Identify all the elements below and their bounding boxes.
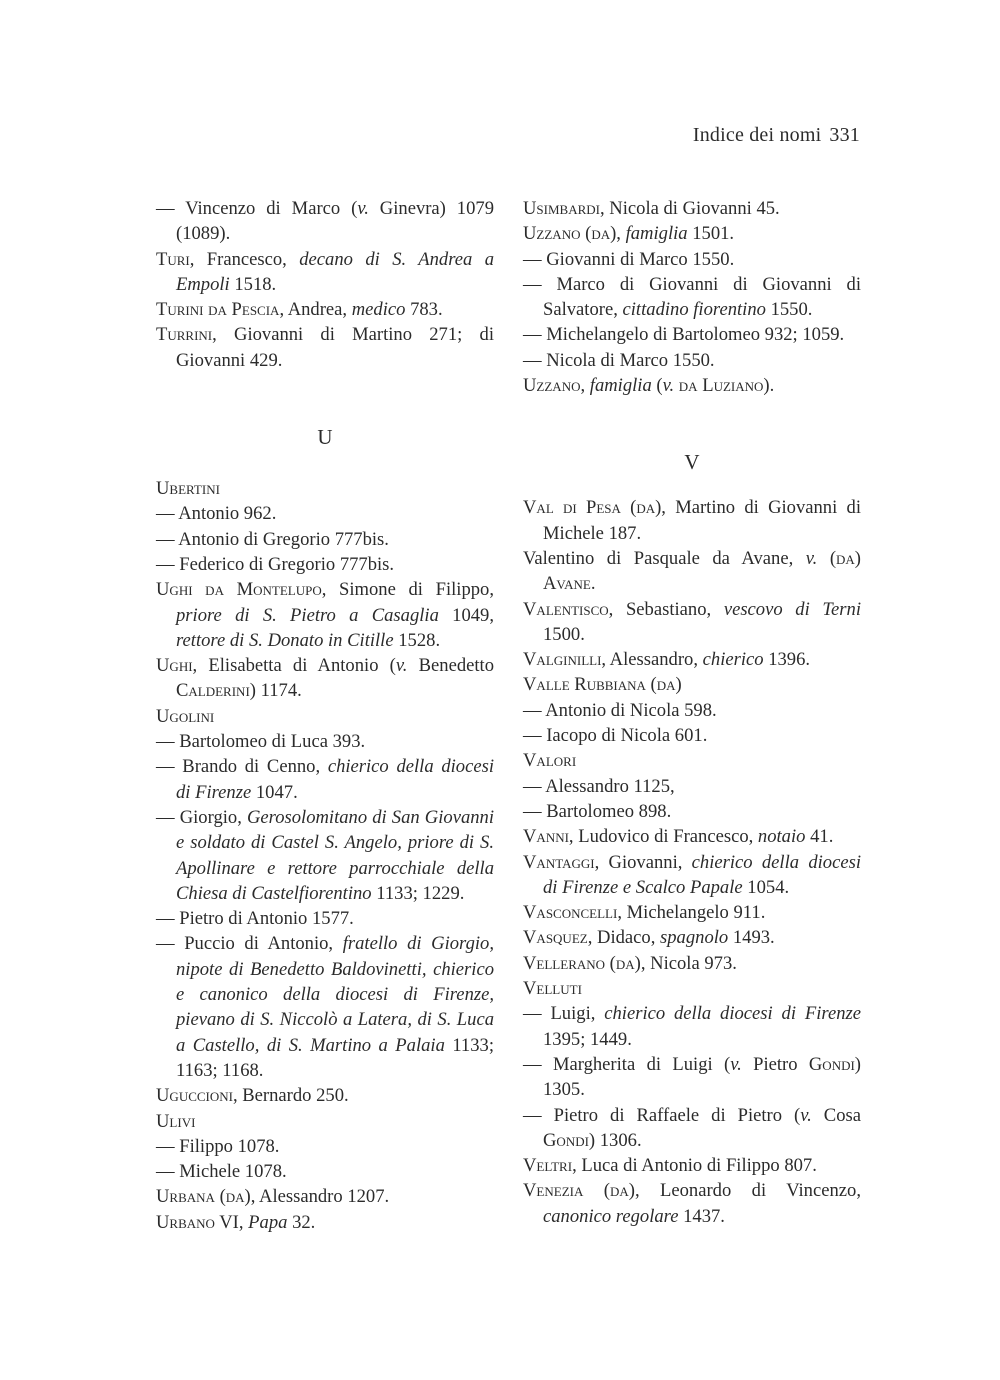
index-text: — Nicola di Marco 1550. xyxy=(523,349,715,371)
index-column-right xyxy=(523,196,861,1229)
index-entry xyxy=(523,495,861,546)
index-text: 1518. xyxy=(229,273,277,295)
index-text: 1550. xyxy=(765,299,813,321)
index-text: VI, xyxy=(214,1211,249,1233)
index-text: , Michelangelo 911. xyxy=(617,902,766,924)
running-header xyxy=(693,124,860,147)
index-text: , xyxy=(616,223,626,245)
index-text: , Leonardo di Vincenzo, xyxy=(634,1180,861,1202)
index-text: , Luca di Antonio di Filippo 807. xyxy=(572,1155,817,1177)
index-text: 1133; 1229. xyxy=(371,882,465,904)
index-text: , Giovanni, xyxy=(594,851,692,873)
index-text: , Martino di Giovanni di Michele 187. xyxy=(543,497,861,544)
index-entry xyxy=(523,774,861,799)
index-entry xyxy=(156,1134,494,1159)
index-name: da Luziano xyxy=(678,375,764,397)
index-text: Benedetto xyxy=(407,655,495,677)
index-entry xyxy=(156,1109,494,1134)
index-text: — Pietro di Antonio 1577. xyxy=(156,908,354,930)
index-text: 1437. xyxy=(678,1205,725,1227)
index-entry xyxy=(523,221,861,246)
index-note: medico xyxy=(351,299,406,321)
index-entry xyxy=(523,597,861,648)
index-name: Ugolini xyxy=(156,705,215,727)
index-text: , Didaco, xyxy=(587,927,661,949)
index-name: Valori xyxy=(523,750,577,772)
index-text: Cosa xyxy=(811,1104,861,1126)
right-top-entries xyxy=(523,196,861,398)
index-name: Ughi xyxy=(156,655,193,677)
index-text: ). xyxy=(763,375,775,397)
index-entry xyxy=(156,1184,494,1209)
index-text: ) 1306. xyxy=(588,1129,642,1151)
index-entry xyxy=(156,729,494,754)
index-note: v. xyxy=(800,1104,812,1126)
index-entry xyxy=(523,799,861,824)
index-name: Vanni xyxy=(523,826,569,848)
index-note: rettore di S. Donato in Citille xyxy=(176,629,394,651)
index-text: Valentino di Pasquale da Avane, xyxy=(523,547,806,569)
index-entry xyxy=(523,976,861,1001)
index-text: 32. xyxy=(287,1211,316,1233)
index-note: chierico della diocesi di Firenze e Scalco Papale xyxy=(543,851,861,898)
index-text: — Michele 1078. xyxy=(156,1161,287,1183)
index-entry xyxy=(156,527,494,552)
index-entry xyxy=(523,824,861,849)
index-note: famiglia xyxy=(589,375,652,397)
index-name: Vasconcelli xyxy=(523,902,618,924)
index-text: , Nicola di Giovanni 45. xyxy=(600,198,780,219)
index-name: Gondi xyxy=(543,1129,589,1151)
index-text: — Bartolomeo 898. xyxy=(523,800,672,822)
index-entry xyxy=(156,247,494,298)
index-name: Urbana (da) xyxy=(156,1186,251,1208)
right-body-entries xyxy=(523,495,861,1229)
index-text: , Francesco, xyxy=(189,248,300,270)
index-text: , Ludovico di Francesco, xyxy=(568,826,758,848)
index-entry xyxy=(523,900,861,925)
index-entry xyxy=(156,501,494,526)
index-entry xyxy=(523,322,861,347)
index-note: v. xyxy=(662,375,675,397)
index-text: — Giovanni di Marco 1550. xyxy=(523,248,735,270)
index-text: — Antonio di Nicola 598. xyxy=(523,699,717,721)
index-text: , Sebastiano, xyxy=(608,598,724,620)
index-text: — Bartolomeo di Luca 393. xyxy=(156,731,366,753)
index-entry xyxy=(523,1153,861,1178)
index-note: spagnolo xyxy=(660,927,729,949)
index-text: — Giorgio, xyxy=(156,806,247,828)
index-entry xyxy=(523,647,861,672)
index-name: Vantaggi xyxy=(523,851,595,873)
section-letter-v: V xyxy=(684,450,700,475)
index-note: vescovo di Terni xyxy=(723,598,861,620)
index-entry xyxy=(523,850,861,901)
index-name: Turi xyxy=(156,248,190,270)
index-entry xyxy=(156,577,494,653)
index-entry xyxy=(156,653,494,704)
index-name: Usimbardi xyxy=(523,198,600,219)
index-text: — Antonio 962. xyxy=(156,503,277,525)
index-entry xyxy=(523,196,861,221)
index-entry xyxy=(523,546,861,597)
index-text: 1500. xyxy=(543,623,585,645)
index-entry xyxy=(523,698,861,723)
index-name: Val di Pesa (da) xyxy=(523,497,662,519)
index-entry xyxy=(523,672,861,697)
index-text: — Luigi, xyxy=(523,1003,605,1025)
index-name: Ulivi xyxy=(156,1110,196,1132)
index-name: Velluti xyxy=(523,978,582,1000)
index-text: 1054. xyxy=(742,876,790,898)
index-text: — Vincenzo di Marco ( xyxy=(156,198,358,219)
index-text: Ginevra) 1079 (1089). xyxy=(176,198,494,245)
index-note: v. xyxy=(730,1053,742,1075)
index-name: Uguccioni xyxy=(156,1085,233,1107)
index-text: 1396. xyxy=(763,649,811,671)
index-text: 1528. xyxy=(393,629,441,651)
index-entry xyxy=(156,1210,494,1235)
index-note: fratello di Giorgio, nipote di Benedetto Baldovinetti, chierico e canonico della diocesi di Firenze, pievano di S. Niccolò a Latera, di S. Luca a Castello, di S. Martino a Palaia xyxy=(176,933,494,1056)
index-text: ( xyxy=(651,375,663,397)
index-text: 1395; 1449. xyxy=(543,1028,632,1050)
left-top-entries xyxy=(156,196,494,373)
index-text: 1133; 1163; 1168. xyxy=(176,1034,494,1081)
index-entry xyxy=(156,552,494,577)
index-text: 1047. xyxy=(251,781,298,803)
index-entry xyxy=(156,1159,494,1184)
index-entry xyxy=(156,805,494,906)
index-entry xyxy=(523,951,861,976)
index-note: famiglia xyxy=(625,223,688,245)
left-body-entries xyxy=(156,476,494,1235)
index-name: Calderini xyxy=(176,680,250,702)
index-text: — Marco di Giovanni di Giovanni di Salvatore, xyxy=(523,273,861,321)
index-name: Uzzano (da) xyxy=(523,223,617,245)
index-note: Gerosolomitano di San Giovanni e soldato di Castel S. Angelo, priore di S. Apollinare e rettore parrocchiale della Chiesa di Castelfiorentino xyxy=(176,806,495,904)
index-name: Valentisco xyxy=(523,598,609,620)
index-text: — Filippo 1078. xyxy=(156,1135,280,1157)
index-text: — Margherita di Luigi ( xyxy=(523,1053,731,1075)
index-note: chierico della diocesi di Firenze xyxy=(604,1003,861,1025)
index-note: priore di S. Pietro a Casaglia xyxy=(176,604,439,626)
index-note: v. xyxy=(805,547,818,569)
index-entry xyxy=(156,196,494,247)
index-name: Valginilli xyxy=(523,649,602,671)
index-name: Ubertini xyxy=(156,478,220,500)
index-note: cittadino fiorentino xyxy=(622,299,766,321)
index-name: Valle Rubbiana (da) xyxy=(523,674,682,696)
index-name: Turrini xyxy=(156,324,213,346)
index-text: Pietro xyxy=(741,1053,809,1075)
index-entry xyxy=(523,1103,861,1154)
index-text: , Alessandro, xyxy=(601,649,703,671)
index-note: canonico regolare xyxy=(543,1205,679,1227)
page-number: 331 xyxy=(829,124,860,146)
index-text: — Federico di Gregorio 777bis. xyxy=(156,553,395,575)
index-text: — Iacopo di Nicola 601. xyxy=(523,725,708,747)
index-text: 1049, xyxy=(438,604,494,626)
index-name: (da) Avane xyxy=(543,547,861,595)
index-entry xyxy=(156,322,494,373)
index-entry xyxy=(156,704,494,729)
index-entry xyxy=(156,754,494,805)
index-text: , Bernardo 250. xyxy=(232,1085,349,1107)
index-text: — Pietro di Raffaele di Pietro ( xyxy=(523,1104,801,1126)
index-name: Gondi xyxy=(808,1053,855,1075)
index-name: Ughi da Montelupo xyxy=(156,579,322,601)
index-text xyxy=(817,548,830,569)
index-entry xyxy=(523,1001,861,1052)
index-name: Uzzano xyxy=(523,375,581,397)
index-name: Vasquez xyxy=(523,927,588,949)
index-text: — Alessandro 1125, xyxy=(523,775,675,797)
index-text: 1493. xyxy=(728,927,775,949)
index-entry xyxy=(523,247,861,272)
index-text: , xyxy=(580,375,590,397)
index-text: 41. xyxy=(805,826,834,848)
index-entry xyxy=(156,931,494,1083)
index-entry xyxy=(523,1178,861,1229)
index-name: Turini da Pescia xyxy=(156,299,280,321)
index-text: , Andrea, xyxy=(279,299,352,321)
index-entry xyxy=(523,925,861,950)
index-entry xyxy=(523,748,861,773)
index-note: notaio xyxy=(757,826,806,848)
index-note: Papa xyxy=(248,1211,288,1233)
index-text: — Antonio di Gregorio 777bis. xyxy=(156,528,389,550)
index-entry xyxy=(156,906,494,931)
index-name: Vellerano (da) xyxy=(523,952,641,974)
index-text: , Simone di Filippo, xyxy=(321,579,494,601)
index-text: — Michelangelo di Bartolomeo 932; 1059. xyxy=(523,324,845,346)
index-text: — Puccio di Antonio, xyxy=(156,933,343,955)
section-letter-u: U xyxy=(317,425,333,450)
index-text: 1501. xyxy=(687,223,735,245)
index-entry xyxy=(156,297,494,322)
index-text: , Giovanni di Martino 271; di Giovanni 429. xyxy=(176,324,494,371)
index-column-left xyxy=(156,196,494,1235)
index-text: ) 1305. xyxy=(543,1053,861,1101)
index-text: — Brando di Cenno, xyxy=(156,756,328,778)
index-text: , Alessandro 1207. xyxy=(250,1186,390,1208)
index-note: v. xyxy=(395,655,408,677)
index-note: v. xyxy=(357,198,369,219)
header-title: Indice dei nomi xyxy=(692,124,822,146)
index-name: Urbano xyxy=(156,1211,215,1233)
index-entry xyxy=(523,272,861,323)
index-note: chierico della diocesi di Firenze xyxy=(176,756,494,803)
index-entry xyxy=(523,348,861,373)
index-entry xyxy=(523,723,861,748)
index-entry xyxy=(156,1083,494,1108)
index-entry xyxy=(156,476,494,501)
index-text: , Elisabetta di Antonio ( xyxy=(192,655,396,677)
index-name: Venezia (da) xyxy=(523,1180,635,1202)
index-note: chierico xyxy=(702,649,764,671)
index-text: . xyxy=(590,573,596,595)
index-text: ) 1174. xyxy=(249,680,302,702)
index-entry xyxy=(523,373,861,398)
index-name: Veltri xyxy=(523,1155,573,1177)
index-entry xyxy=(523,1052,861,1103)
index-note: decano di S. Andrea a Empoli xyxy=(176,248,495,295)
index-text: , Nicola 973. xyxy=(640,952,737,974)
index-text: 783. xyxy=(405,299,443,321)
